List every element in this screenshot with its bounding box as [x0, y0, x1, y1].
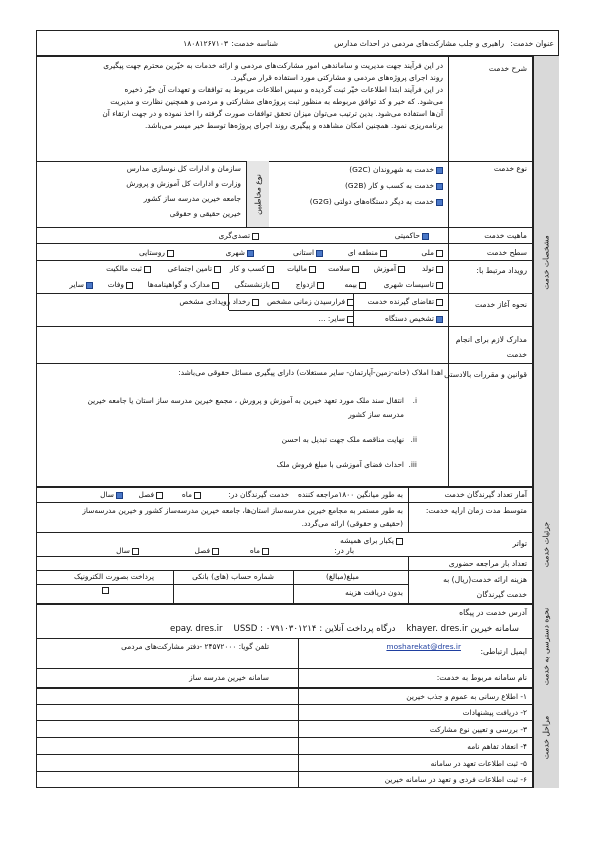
service-type-option: خدمت به شهروندان (G2C): [349, 165, 443, 175]
step-item: ۴- انعقاد تفاهم نامه: [467, 742, 527, 751]
start-checkbox[interactable]: [252, 299, 259, 306]
nature-option: حاکمیتی: [395, 231, 429, 241]
start-checkbox[interactable]: [436, 316, 443, 323]
g2g-checkbox[interactable]: [436, 199, 443, 206]
level-label: سطح خدمت: [486, 248, 527, 257]
step-item: ۵- ثبت اطلاعات تعهد در سامانه: [430, 759, 527, 768]
level-option: ملی: [421, 248, 443, 258]
description-label: شرح خدمت: [488, 64, 527, 73]
audience-item: جامعه خیرین مدرسه ساز کشور: [143, 194, 241, 203]
nature-option: تصدی‌گری: [218, 231, 259, 241]
details-section-label: جزئیات خدمت: [541, 521, 551, 568]
event-checkbox[interactable]: [86, 282, 93, 289]
header-row: [36, 30, 559, 56]
event-option: مالیات: [287, 264, 316, 274]
start-option: تقاضای گیرنده خدمت: [368, 297, 443, 307]
steps-section-label: مراحل خدمت: [541, 715, 551, 760]
period-month-checkbox[interactable]: [194, 492, 201, 499]
law-number: iii.: [408, 460, 417, 469]
system-label: نام سامانه مربوط به خدمت:: [436, 673, 527, 682]
governance-checkbox[interactable]: [422, 233, 429, 240]
event-checkbox[interactable]: [267, 266, 274, 273]
specs-section-label: مشخصات خدمت: [541, 235, 551, 290]
once-checkbox[interactable]: [396, 538, 403, 545]
event-option: بیمه: [344, 280, 366, 290]
frequency-once: یکبار برای همیشه: [340, 536, 403, 546]
level-option: شهری: [226, 248, 254, 258]
start-other-value[interactable]: ...: [318, 314, 326, 323]
id-label: شناسه خدمت:: [231, 39, 278, 48]
stats-count: به طور میانگین ۱۸۰۰مراجعه کننده: [298, 490, 403, 499]
description-line: آن‌ها استفاده می‌شود. بدین ترتیب می‌توان میزان تحقق توافقات صورت گرفته را اخذ نموده و در جهت ارتقاء آن: [102, 109, 443, 118]
title-label: عنوان خدمت:: [510, 39, 554, 48]
event-option: سایر: [69, 280, 93, 290]
event-checkbox[interactable]: [126, 282, 133, 289]
provincial-checkbox[interactable]: [316, 250, 323, 257]
law-number: ii.: [410, 435, 417, 444]
freq-season-checkbox[interactable]: [212, 548, 219, 555]
step-item: ۳- بررسی و تعیین نوع مشارکت: [429, 725, 527, 734]
docs-label: مدارک لازم برای انجام: [455, 335, 527, 344]
law-item: انتقال سند ملک مورد تعهد خیرین به آموزش و پرورش ، مجمع خیرین مدرسه ساز استان یا جامعه خیرین: [87, 396, 404, 405]
event-option: تاسیسات شهری: [384, 280, 443, 290]
service-title: راهبری و جلب مشارکت‌های مردمی در احداث مدارس: [334, 39, 504, 48]
email-label: ایمیل ارتباطی:: [480, 647, 527, 656]
start-option: تشخیص دستگاه: [385, 314, 443, 324]
event-option: ازدواج: [296, 280, 324, 290]
cost-col-online: پرداخت بصورت الکترونیک: [74, 572, 154, 581]
email-link[interactable]: mosharekat@dres.ir: [386, 642, 461, 651]
event-option: تولد: [422, 264, 443, 274]
cost-col-amount: مبلغ(مبالغ): [326, 572, 359, 581]
pay-link[interactable]: epay. dres.ir: [170, 624, 223, 634]
rural-checkbox[interactable]: [167, 250, 174, 257]
period-option: فصل: [138, 490, 163, 500]
law-item: نهایت مناقصه ملک جهت تبدیل به احسن: [281, 435, 404, 444]
event-checkbox[interactable]: [144, 266, 151, 273]
description-line: روند اجرای پروژه‌های مردمی و مشارکتی مورد استفاده قرار می‌گیرد.: [230, 73, 443, 82]
description-line: برنامه‌ریزی نمود. همچنین امکان مشاهده و پیگیری روند اجرای پروژه‌ها توسط خیر میسر می‌باشد.: [144, 121, 443, 130]
service-type-option: خدمت به کسب و کار (G2B): [345, 181, 443, 191]
period-option: ماه: [182, 490, 201, 500]
service-type-option: خدمت به دیگر دستگاه‌های دولتی (G2G): [310, 197, 443, 207]
ussd-code: ۰۷۹۱۰۳۰۱۲۱۴: [265, 624, 317, 634]
freq-option: ماه: [250, 546, 269, 556]
event-checkbox[interactable]: [317, 282, 324, 289]
freq-option: فصل: [194, 546, 219, 556]
step-item: ۲- دریافت پیشنهادات: [462, 708, 527, 717]
event-checkbox[interactable]: [272, 282, 279, 289]
audience-item: سازمان و ادارات کل نوسازی مدارس: [126, 164, 241, 173]
events-label: رویداد مرتبط با:: [476, 266, 527, 275]
audience-item: وزارت و ادارات کل آموزش و پرورش: [126, 179, 241, 188]
description-text: [43, 60, 443, 132]
step-item: ۱- اطلاع رسانی به عموم و جذب خیرین: [406, 692, 527, 701]
start-option: سایر: ...: [319, 314, 355, 324]
laws-intro: اهدا املاک (خانه-زمین-آپارتمان- سایر مستغلات) دارای پیگیری مسائل حقوقی می‌باشد:: [178, 368, 443, 377]
cost-label: هزینه ارائه خدمت(ریال) به: [443, 575, 527, 584]
start-option: فرارسیدن زمانی مشخص: [267, 297, 354, 307]
access-section-label: نحوه دسترسی به خدمت: [541, 607, 551, 686]
period-season-checkbox[interactable]: [156, 492, 163, 499]
g2b-checkbox[interactable]: [436, 183, 443, 190]
docs-label-2: خدمت: [506, 350, 527, 359]
freq-option: سال: [116, 546, 139, 556]
duration-text-2: (حقیقی و حقوقی) ارائه می‌گردد.: [301, 519, 403, 528]
nature-label: ماهیت خدمت: [484, 231, 527, 240]
pay-label: درگاه پرداخت آنلاین :: [319, 624, 396, 634]
law-item-cont: مدرسه ساز کشور: [348, 410, 404, 419]
start-option: رخداد رویدادی مشخص: [179, 297, 259, 307]
service-type-label: نوع خدمت: [493, 164, 527, 173]
audience-item: خیرین حقیقی و حقوقی: [169, 209, 241, 218]
freq-month-checkbox[interactable]: [262, 548, 269, 555]
event-option: وفات: [108, 280, 133, 290]
web-links-row: [170, 624, 519, 634]
description-line: در این فرآیند جهت مدیریت و ساماندهی امور مشارکت‌های مردمی و ارائه خدمات به خیّرین محترم جهت پیگیری: [103, 61, 443, 70]
g2c-checkbox[interactable]: [436, 167, 443, 174]
event-option: تامین اجتماعی: [168, 264, 221, 274]
details-section: [36, 487, 559, 604]
duration-label: متوسط مدت زمان ارایه خدمت:: [425, 506, 527, 515]
recipients-label: خدمت گیرندگان در:: [228, 490, 289, 499]
event-checkbox[interactable]: [436, 282, 443, 289]
frequency-per: بار در:: [334, 546, 354, 555]
start-checkbox[interactable]: [436, 299, 443, 306]
service-id: ۱۸۰۸۱۲۶۷۱۰۳: [183, 39, 228, 48]
law-item: احداث فضای آموزشی با مبلغ فروش ملک: [276, 460, 404, 469]
start-label: نحوه آغاز خدمت: [474, 300, 527, 309]
period-option: سال: [100, 490, 123, 500]
description-line: در این فرآیند ابتدا اطلاعات خیّر ثبت گردیده و سپس اطلاعات مربوط به توافقات و تعهدات آن خیّر ذخیره: [124, 85, 443, 94]
event-checkbox[interactable]: [359, 282, 366, 289]
tenure-checkbox[interactable]: [252, 233, 259, 240]
online-pay-checkbox[interactable]: [102, 587, 109, 594]
web-label: آدرس خدمت در پیگاه: [459, 608, 527, 617]
event-checkbox[interactable]: [436, 266, 443, 273]
cost-col-account: شماره حساب (های) بانکی: [192, 572, 274, 581]
period-year-checkbox[interactable]: [116, 492, 123, 499]
event-option: بازنشستگی: [234, 280, 279, 290]
event-checkbox[interactable]: [398, 266, 405, 273]
event-checkbox[interactable]: [309, 266, 316, 273]
frequency-label: تواتر: [512, 539, 527, 548]
regional-checkbox[interactable]: [380, 250, 387, 257]
level-option: منطقه ای: [348, 248, 387, 258]
description-line: می‌شود. که خیر و کد توافق مربوطه به منظور ثبت پروژه‌های مشارکتی و مردمی و همچنین نظارت و مدیریت: [110, 97, 443, 106]
service-form: [36, 30, 559, 816]
duration-text: به طور مستمر به مجامع خیرین مدرسه‌ساز استان‌ها، جامعه خیرین مدرسه‌ساز کشور و خیرین مدرسه‌ساز: [82, 506, 403, 515]
freq-year-checkbox[interactable]: [132, 548, 139, 555]
level-option: استانی: [293, 248, 323, 258]
step-item: ۶- ثبت اطلاعات فردی و تعهد در سامانه خیرین: [384, 775, 527, 784]
no-fee-text: بدون دریافت هزینه: [345, 588, 403, 597]
cost-label-2: خدمت گیرندگان: [476, 590, 527, 599]
system-name: سامانه خیرین مدرسه ساز: [189, 673, 269, 682]
law-number: i.: [412, 396, 417, 405]
event-checkbox[interactable]: [212, 282, 219, 289]
phone-text: تلفن گویا: ۲۴۵۷۲۰۰۰ -دفتر مشارکت‌های مردمی: [121, 642, 269, 651]
site-link[interactable]: khayer. dres.ir: [406, 624, 468, 634]
ussd-label: USSD :: [233, 624, 263, 634]
national-checkbox[interactable]: [436, 250, 443, 257]
level-option: روستایی: [139, 248, 174, 258]
urban-checkbox[interactable]: [247, 250, 254, 257]
event-checkbox[interactable]: [352, 266, 359, 273]
stats-label: آمار تعداد گیرندگان خدمت: [444, 490, 527, 499]
laws-label: قوانین و مقررات بالادستی: [444, 370, 527, 379]
audience-label: نوع مخاطبین: [253, 174, 263, 215]
event-option: ثبت مالکیت: [106, 264, 151, 274]
site-label: سامانه خیرین: [470, 624, 519, 634]
visits-label: تعداد بار مراجعه حضوری: [448, 559, 527, 568]
event-option: کسب و کار: [230, 264, 274, 274]
event-option: آموزش: [374, 264, 405, 274]
event-option: مدارک و گواهینامه‌ها: [148, 280, 219, 290]
event-checkbox[interactable]: [214, 266, 221, 273]
event-option: سلامت: [328, 264, 359, 274]
